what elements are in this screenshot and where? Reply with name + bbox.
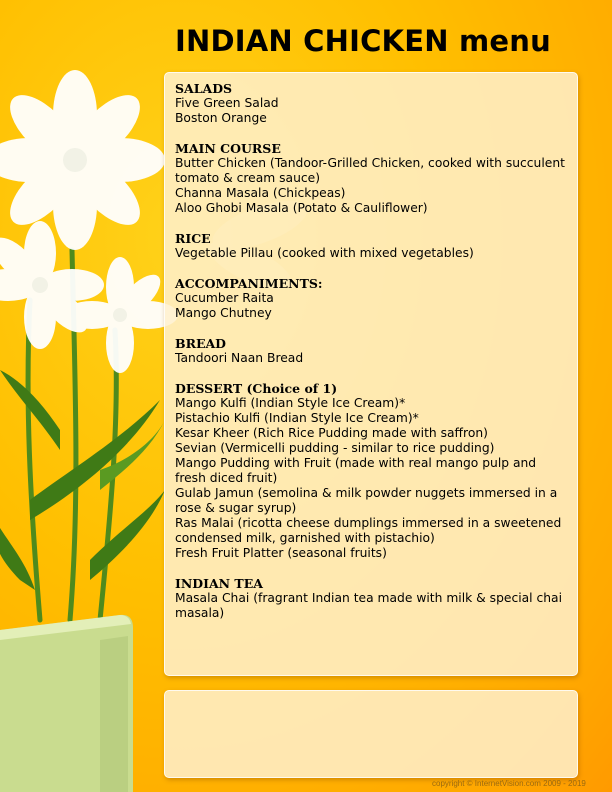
menu-section-main-course bbox=[175, 141, 570, 216]
menu-item: Five Green Salad bbox=[175, 96, 279, 110]
menu-section-rice bbox=[175, 231, 570, 261]
menu-item: Kesar Kheer (Rich Rice Pudding made with saffron) bbox=[175, 426, 488, 440]
menu-item: Mango Pudding with Fruit (made with real mango pulp and fresh diced fruit) bbox=[175, 456, 537, 485]
section-heading: MAIN COURSE bbox=[175, 141, 281, 156]
menu-item: Ras Malai (ricotta cheese dumplings immersed in a sweetened condensed milk, garnished with pistachio) bbox=[175, 516, 562, 545]
menu-item: Fresh Fruit Platter (seasonal fruits) bbox=[175, 546, 387, 560]
menu-item: Vegetable Pillau (cooked with mixed vegetables) bbox=[175, 246, 474, 260]
notes-panel bbox=[164, 690, 578, 778]
menu-section-dessert bbox=[175, 381, 570, 561]
copyright-notice: copyright © InternetVision.com 2009 - 2019 bbox=[432, 779, 586, 788]
menu-section-bread bbox=[175, 336, 570, 366]
section-heading: BREAD bbox=[175, 336, 227, 351]
section-heading: ACCOMPANIMENTS: bbox=[175, 276, 323, 291]
menu-section-accompaniments bbox=[175, 276, 570, 321]
menu-item: Sevian (Vermicelli pudding - similar to rice pudding) bbox=[175, 441, 495, 455]
menu-content bbox=[175, 81, 570, 636]
page-title: INDIAN CHICKEN menu bbox=[175, 24, 551, 58]
menu-item: Cucumber Raita bbox=[175, 291, 274, 305]
menu-item: Gulab Jamun (semolina & milk powder nuggets immersed in a rose & sugar syrup) bbox=[175, 486, 558, 515]
section-heading: SALADS bbox=[175, 81, 233, 96]
menu-item: Pistachio Kulfi (Indian Style Ice Cream)* bbox=[175, 411, 419, 425]
section-heading: RICE bbox=[175, 231, 211, 246]
menu-item: Channa Masala (Chickpeas) bbox=[175, 186, 346, 200]
section-heading: INDIAN TEA bbox=[175, 576, 263, 591]
section-heading: DESSERT (Choice of 1) bbox=[175, 381, 338, 396]
menu-item: Boston Orange bbox=[175, 111, 267, 125]
menu-item: Mango Kulfi (Indian Style Ice Cream)* bbox=[175, 396, 406, 410]
menu-item: Tandoori Naan Bread bbox=[175, 351, 304, 365]
menu-section-salads bbox=[175, 81, 570, 126]
menu-item: Butter Chicken (Tandoor-Grilled Chicken, cooked with succulent tomato & cream sauce) bbox=[175, 156, 565, 185]
menu-item: Aloo Ghobi Masala (Potato & Cauliflower) bbox=[175, 201, 428, 215]
menu-section-indian-tea bbox=[175, 576, 570, 621]
menu-item: Mango Chutney bbox=[175, 306, 272, 320]
menu-item: Masala Chai (fragrant Indian tea made with milk & special chai masala) bbox=[175, 591, 562, 620]
